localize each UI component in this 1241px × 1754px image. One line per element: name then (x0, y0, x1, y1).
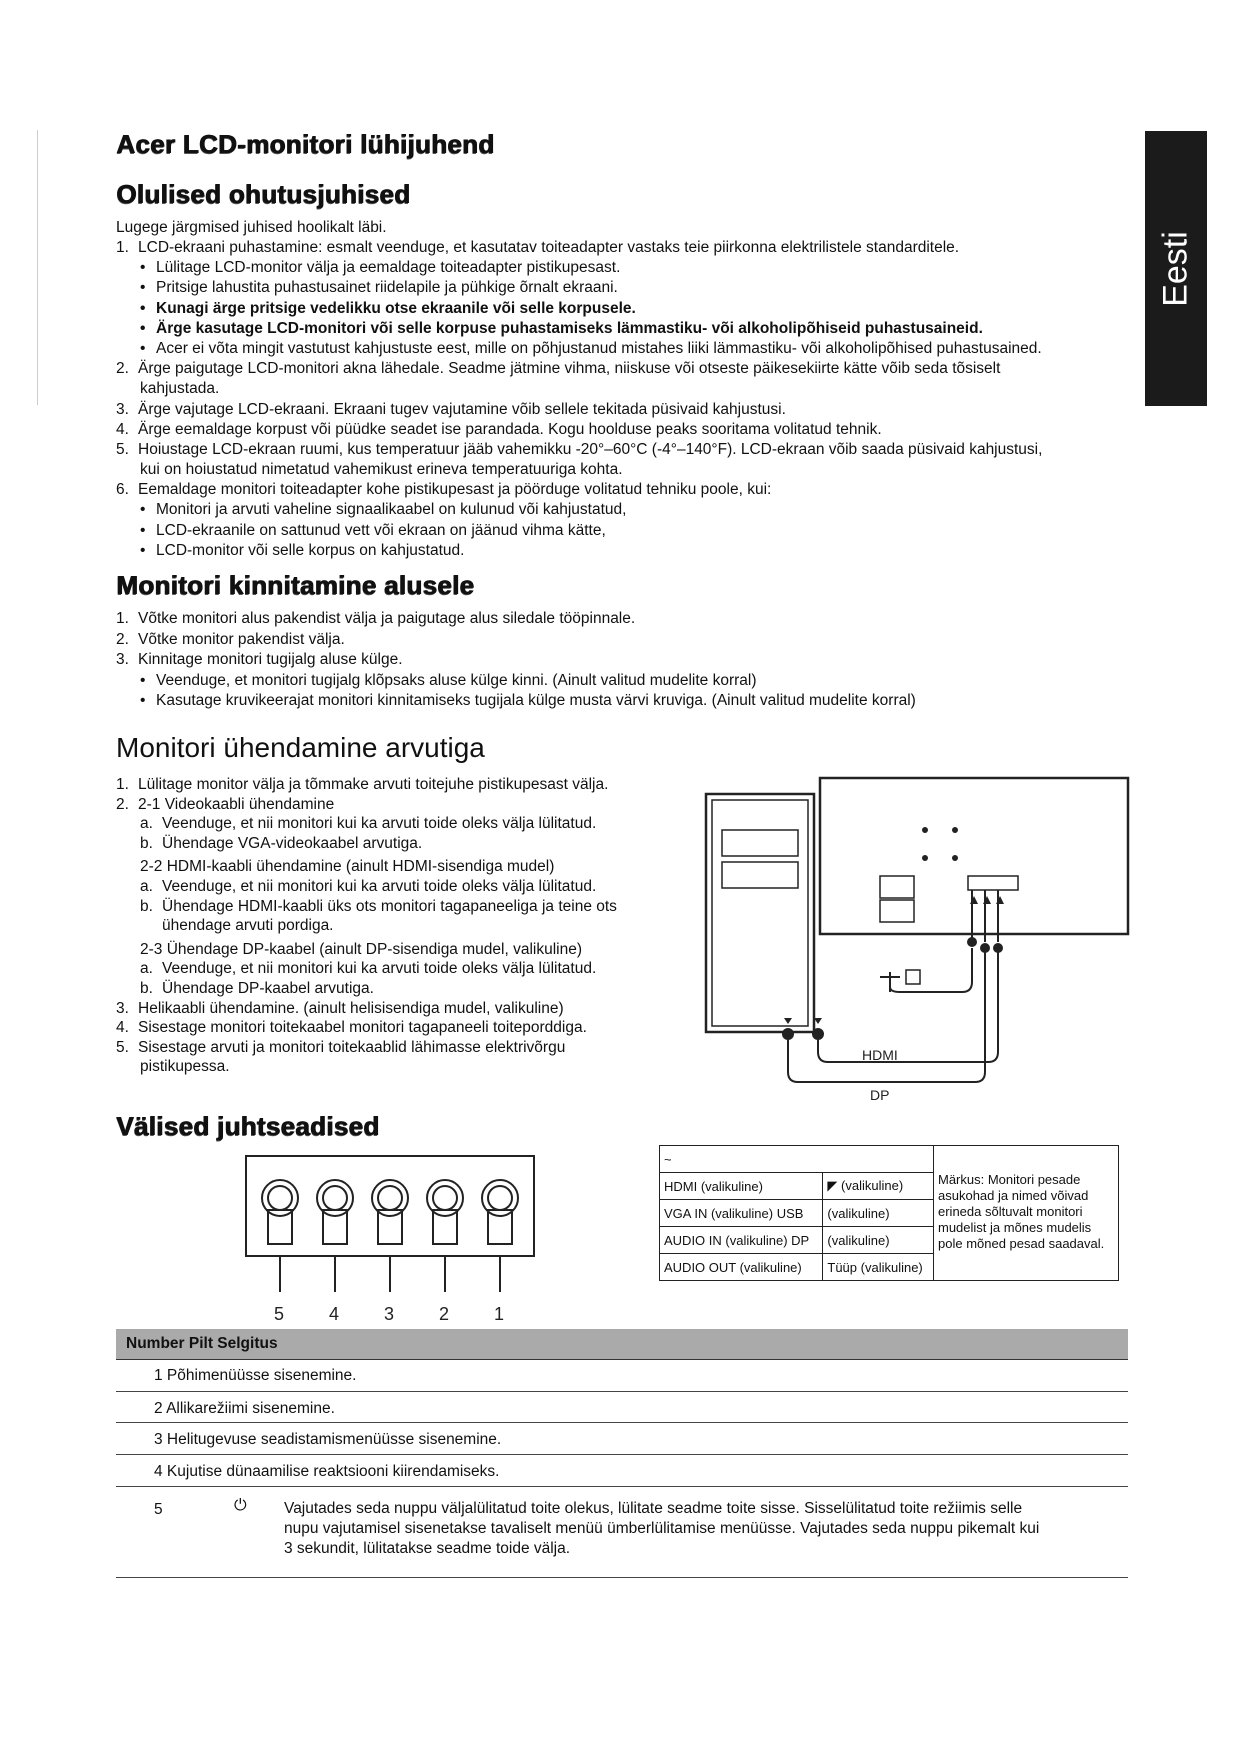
table-cell: ◤ (valikuline) (823, 1173, 934, 1200)
list-item: 3. Helikaabli ühendamine. (ainult helisisendiga mudel, valikuline) (116, 999, 564, 1017)
list-item: b. Ühendage DP-kaabel arvutiga. (140, 979, 374, 997)
table-cell: (valikuline) (823, 1200, 934, 1227)
list-item: • Monitori ja arvuti vaheline signaalikaabel on kulunud või kahjustatud, (116, 500, 1136, 520)
list-item: 4. Sisestage monitori toitekaabel monitori tagapaneeli toiteporddiga. (116, 1019, 587, 1037)
list-item: 2. Võtke monitor pakendist välja. (116, 630, 345, 648)
list-item: pistikupessa. (140, 1058, 230, 1076)
list-item: • LCD-ekraanile on sattunud vett või ekraan on jäänud vihma kätte, (116, 521, 1136, 541)
table-row: 2 Allikarežiimi sisenemine. (154, 1400, 335, 1417)
list-item: 4. Ärge eemaldage korpust või püüdke seadet ise parandada. Kogu hoolduse peaks sooritama volitatud tehnik. (116, 420, 882, 438)
table-row: 3 Helitugevuse seadistamismenüüsse sisenemine. (154, 1431, 502, 1448)
language-tab-label: Eesti (1156, 230, 1195, 307)
table-row: 4 Kujutise dünaamilise reaktsiooni kiirendamiseks. (154, 1463, 500, 1480)
list-item: b. Ühendage HDMI-kaabli üks ots monitori tagapaneeliga ja teine ots (140, 897, 617, 915)
table-row-number: 5 (154, 1501, 163, 1518)
table-cell: AUDIO IN (valikuline) DP (660, 1227, 823, 1254)
list-item: 3. Kinnitage monitori tugijalg aluse külge. (116, 651, 403, 668)
list-item: kui on hoiustatud nimetatud vahemikust erineva temperatuuriga kohta. (140, 461, 623, 479)
safety-list (116, 238, 1136, 561)
section-title-controls: Välised juhtseadised (116, 1111, 380, 1141)
intro-text: Lugege järgmised juhised hoolikalt läbi. (116, 219, 387, 236)
list-item: • Kunagi ärge pritsige vedelikku otse ekraanile või selle korpusele. (116, 299, 1136, 319)
button-5-icon (262, 1180, 298, 1244)
button-number: 4 (329, 1304, 340, 1324)
power-icon: ⏻ (234, 1497, 247, 1514)
list-item: • LCD-monitor või selle korpus on kahjustatud. (116, 541, 1136, 561)
list-item: 5. Sisestage arvuti ja monitori toitekaablid lähimasse elektrivõrgu (116, 1038, 566, 1056)
list-item: 6. Eemaldage monitori toiteadapter kohe pistikupesast ja pöörduge volitatud tehniku poole, kui: (116, 481, 772, 499)
table-cell: AUDIO OUT (valikuline) (660, 1254, 823, 1281)
table-cell: VGA IN (valikuline) USB (660, 1200, 823, 1227)
monitor-back-icon (820, 778, 1128, 934)
control-buttons-diagram (240, 1150, 540, 1330)
page-title: Acer LCD-monitori lühijuhend (116, 129, 495, 159)
dp-label: DP (870, 1087, 890, 1103)
list-item: a. Veenduge, et nii monitori kui ka arvuti toide oleks välja lülitatud. (140, 815, 597, 833)
connector-table (659, 1145, 1119, 1281)
table-cell: Tüüp (valikuline) (823, 1254, 934, 1281)
list-item: a. Veenduge, et nii monitori kui ka arvuti toide oleks välja lülitatud. (140, 960, 597, 978)
list-item: 3. Ärge vajutage LCD-ekraani. Ekraani tugev vajutamine võib sellele tekitada püsivaid kahjustusi. (116, 400, 786, 418)
button-number: 5 (274, 1304, 285, 1324)
language-tab[interactable] (1145, 131, 1207, 406)
list-item: ühendage arvuti pordiga. (162, 917, 334, 935)
port-panel-icon (968, 876, 1018, 890)
list-item: kahjustada. (140, 380, 220, 398)
button-1-icon (482, 1180, 518, 1244)
table-cell: (valikuline) (823, 1227, 934, 1254)
button-number: 2 (439, 1304, 450, 1324)
list-item: • Veenduge, et monitori tugijalg klõpsaks aluse külge kinni. (Ainult valitud mudelite korral) (116, 671, 1136, 692)
button-number: 3 (384, 1304, 395, 1324)
controls-table-header: Number Pilt Selgitus (116, 1329, 1128, 1360)
section-title-mount: Monitori kinnitamine alusele (116, 570, 475, 600)
hdmi-label: HDMI (862, 1047, 898, 1063)
list-item: 2-2 HDMI-kaabli ühendamine (ainult HDMI-sisendiga mudel) (140, 858, 555, 876)
list-item: • Acer ei võta mingit vastutust kahjustuste eest, mille on põhjustanud mistahes liiki lämmastiku- või alkoholipõhised puhastusained. (116, 339, 1136, 359)
list-item: 2. 2-1 Videokaabli ühendamine (116, 795, 335, 813)
margin-line (37, 130, 38, 405)
button-3-icon (372, 1180, 408, 1244)
section-title-safety: Olulised ohutusjuhised (116, 179, 411, 209)
button-4-icon (317, 1180, 353, 1244)
list-item: b. Ühendage VGA-videokaabel arvutiga. (140, 834, 423, 852)
table-row-description: Vajutades seda nuppu väljalülitatud toite olekus, lülitate seadme toite sisse. Sisselülitatud toite režiimis selle nupu vajutamisel sisenetakse tavaliselt menüü ümberlülitamise menüüsse. Vajutades seda nuppu pikemalt kui 3 sekundit, lülitatakse seadme toide välja. (284, 1500, 1040, 1557)
table-cell: ~ (660, 1146, 934, 1173)
list-item: • Pritsige lahustita puhastusainet riidelapile ja pühkige õrnalt ekraani. (116, 278, 1136, 298)
list-item: 2-3 Ühendage DP-kaabel (ainult DP-sisendiga mudel, valikuline) (140, 940, 582, 958)
headphone-icon: ◤ (827, 1178, 838, 1193)
mount-list (116, 609, 1136, 712)
list-item: 1. Võtke monitori alus pakendist välja ja paigutage alus siledale tööpinnale. (116, 610, 636, 627)
list-item: 5. Hoiustage LCD-ekraan ruumi, kus temperatuur jääb vahemikku -20°–60°C (-4°–140°F). LCD-ekraan võib saada püsivaid kahjustusi, (116, 440, 1043, 458)
connection-diagram (700, 772, 1140, 1112)
list-item: 1. LCD-ekraani puhastamine: esmalt veenduge, et kasutatav toiteadapter vastaks teie piirkonna elektrilistele standarditele. (116, 239, 960, 256)
list-item: • Ärge kasutage LCD-monitori või selle korpuse puhastamiseks lämmastiku- või alkoholipõhiseid puhastusaineid. (116, 319, 1136, 339)
list-item: 1. Lülitage monitor välja ja tõmmake arvuti toitejuhe pistikupesast välja. (116, 776, 609, 793)
list-item: a. Veenduge, et nii monitori kui ka arvuti toide oleks välja lülitatud. (140, 877, 597, 895)
connect-list (116, 775, 676, 1077)
list-item: • Kasutage kruvikeerajat monitori kinnitamiseks tugijala külge musta värvi kruviga. (Ainult valitud mudelite korral) (116, 691, 1136, 712)
section-title-connect: Monitori ühendamine arvutiga (116, 732, 485, 763)
table-cell: HDMI (valikuline) (660, 1173, 823, 1200)
button-number: 1 (494, 1304, 505, 1324)
list-item: • Lülitage LCD-monitor välja ja eemaldage toiteadapter pistikupesast. (116, 258, 1136, 278)
button-2-icon (427, 1180, 463, 1244)
note-cell: Märkus: Monitori pesade asukohad ja nimed võivad erineda sõltuvalt monitori mudelist ja mõnes mudelis pole mõned pesad saadaval. (934, 1146, 1119, 1281)
table-row: 1 Põhimenüüsse sisenemine. (154, 1367, 357, 1384)
list-item: 2. Ärge paigutage LCD-monitori akna lähedale. Seadme jätmine vihma, niiskuse või otseste päikesekiirte kätte võib seda tõsiselt (116, 360, 1001, 378)
